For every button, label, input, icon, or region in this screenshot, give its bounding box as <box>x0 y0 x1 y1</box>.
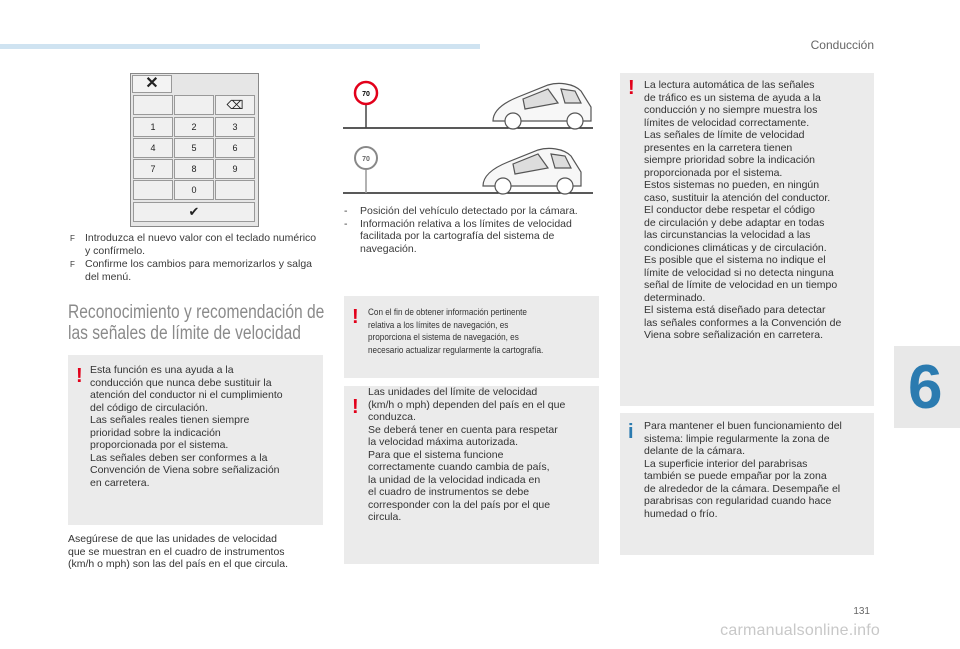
dash-marker: - <box>344 205 348 217</box>
watermark: carmanualsonline.info <box>720 622 880 639</box>
bullet-icon: F <box>70 234 75 243</box>
speed-sign-value: 70 <box>362 91 370 98</box>
keypad-blank <box>215 180 255 200</box>
close-icon[interactable]: ✕ <box>132 75 172 93</box>
chapter-tab <box>894 346 960 428</box>
instruction-list <box>70 232 320 284</box>
keypad-key[interactable]: 7 <box>133 159 173 179</box>
detection-illustration <box>343 73 603 198</box>
dash-marker: - <box>344 217 348 230</box>
warning-icon: ! <box>352 306 359 328</box>
keypad-key[interactable]: 1 <box>133 117 173 137</box>
instruction-text: Introduzca el nuevo valor con el teclado numérico y confírmelo. <box>85 232 317 257</box>
warning-box <box>344 296 599 378</box>
list-item <box>344 218 604 256</box>
car-icon <box>493 83 591 129</box>
car-icon <box>483 148 581 194</box>
warning-icon: ! <box>352 396 359 418</box>
speed-sign-value: 70 <box>362 156 370 163</box>
warning-text: Con el fin de obtener información pertinente relativa a los límites de navegación, es proporciona el sistema de navegación, es necesario actualizar regularmente la cartografía. <box>368 307 544 356</box>
page-number: 131 <box>853 606 870 617</box>
keypad-key[interactable]: 5 <box>174 138 214 158</box>
units-paragraph: Asegúrese de que las unidades de velocidad que se muestran en el cuadro de instrumentos (km/h o mph) son las del país en el que circula. <box>68 533 289 570</box>
warning-text: Esta función es una ayuda a la conducción que nunca debe sustituir la atención del conductor ni el cumplimiento del código de circulación. Las señales reales tienen siempre prioridad sobre la indicación proporcionada por el sistema. Las señales deben ser conformes a la Convención de Viena sobre señalización en carretera. <box>90 364 283 489</box>
keypad-key[interactable]: 9 <box>215 159 255 179</box>
legend-list <box>344 205 604 255</box>
confirm-icon[interactable]: ✔ <box>133 202 255 222</box>
warning-icon: ! <box>628 77 635 99</box>
info-icon: i <box>628 421 634 443</box>
warning-box <box>620 73 874 406</box>
keypad-key[interactable]: 6 <box>215 138 255 158</box>
numeric-keypad <box>130 73 259 227</box>
legend-text: Información relativa a los límites de velocidad facilitada por la cartografía del sistema de navegación. <box>360 217 572 255</box>
warning-text: La lectura automática de las señales de tráfico es un sistema de ayuda a la conducción y no siempre muestra los límites de velocidad correctamente. Las señales de límite de velocidad presentes en la carretera tienen siempre prioridad sobre la indicación proporcionada por el sistema. Estos sistemas no pueden, en ningún caso, sustituir la atención del conductor. El conductor debe respetar el código de circulación y debe adaptar en todas las circunstancias la velocidad a las condiciones climáticas y de circulación. Es posible que el sistema no indique el límite de velocidad si no detecta ninguna señal de límite de velocidad en un tiempo determinado. El sistema está diseñado para detectar las señales conformes a la Convención de Viena sobre señalización en carretera. <box>644 79 842 341</box>
keypad-blank <box>174 95 214 115</box>
chapter-number: 6 <box>908 353 943 422</box>
keypad-key[interactable]: 8 <box>174 159 214 179</box>
keypad-blank <box>133 180 173 200</box>
legend-text: Posición del vehículo detectado por la cámara. <box>360 205 578 217</box>
chapter-title: Conducción <box>810 38 874 52</box>
keypad-key[interactable]: 0 <box>174 180 214 200</box>
info-box <box>620 413 874 555</box>
instruction-text: Confirme los cambios para memorizarlos y salga del menú. <box>85 258 312 283</box>
bullet-icon: F <box>70 260 75 269</box>
keypad-key[interactable]: 4 <box>133 138 173 158</box>
keypad-blank <box>133 95 173 115</box>
warning-box <box>344 386 599 564</box>
warning-box <box>68 355 323 525</box>
backspace-icon[interactable]: ⌫ <box>215 95 255 115</box>
keypad-key[interactable]: 2 <box>174 117 214 137</box>
keypad-key[interactable]: 3 <box>215 117 255 137</box>
list-item <box>70 258 320 284</box>
warning-text: Las unidades del límite de velocidad (km/h o mph) dependen del país en el que conduzca. Se deberá tener en cuenta para respetar la velocidad máxima autorizada. Para que el sistema funcione correctamente cuando cambia de país, la unidad de la velocidad indicada en el cuadro de instrumentos se debe corresponder con la del país por el que circula. <box>368 386 566 523</box>
info-text: Para mantener el buen funcionamiento del sistema: limpie regularmente la zona de delante de la cámara. La superficie interior del parabrisas también se puede empañar por la zona de alrededor de la cámara. Desempañe el parabrisas con regularidad cuando hace humedad o frío. <box>644 420 842 520</box>
list-item <box>70 232 320 258</box>
warning-icon: ! <box>76 365 83 387</box>
header-bar <box>0 44 480 49</box>
section-heading: Reconocimiento y recomendación de las señales de límite de velocidad <box>68 302 325 344</box>
list-item <box>344 205 604 218</box>
